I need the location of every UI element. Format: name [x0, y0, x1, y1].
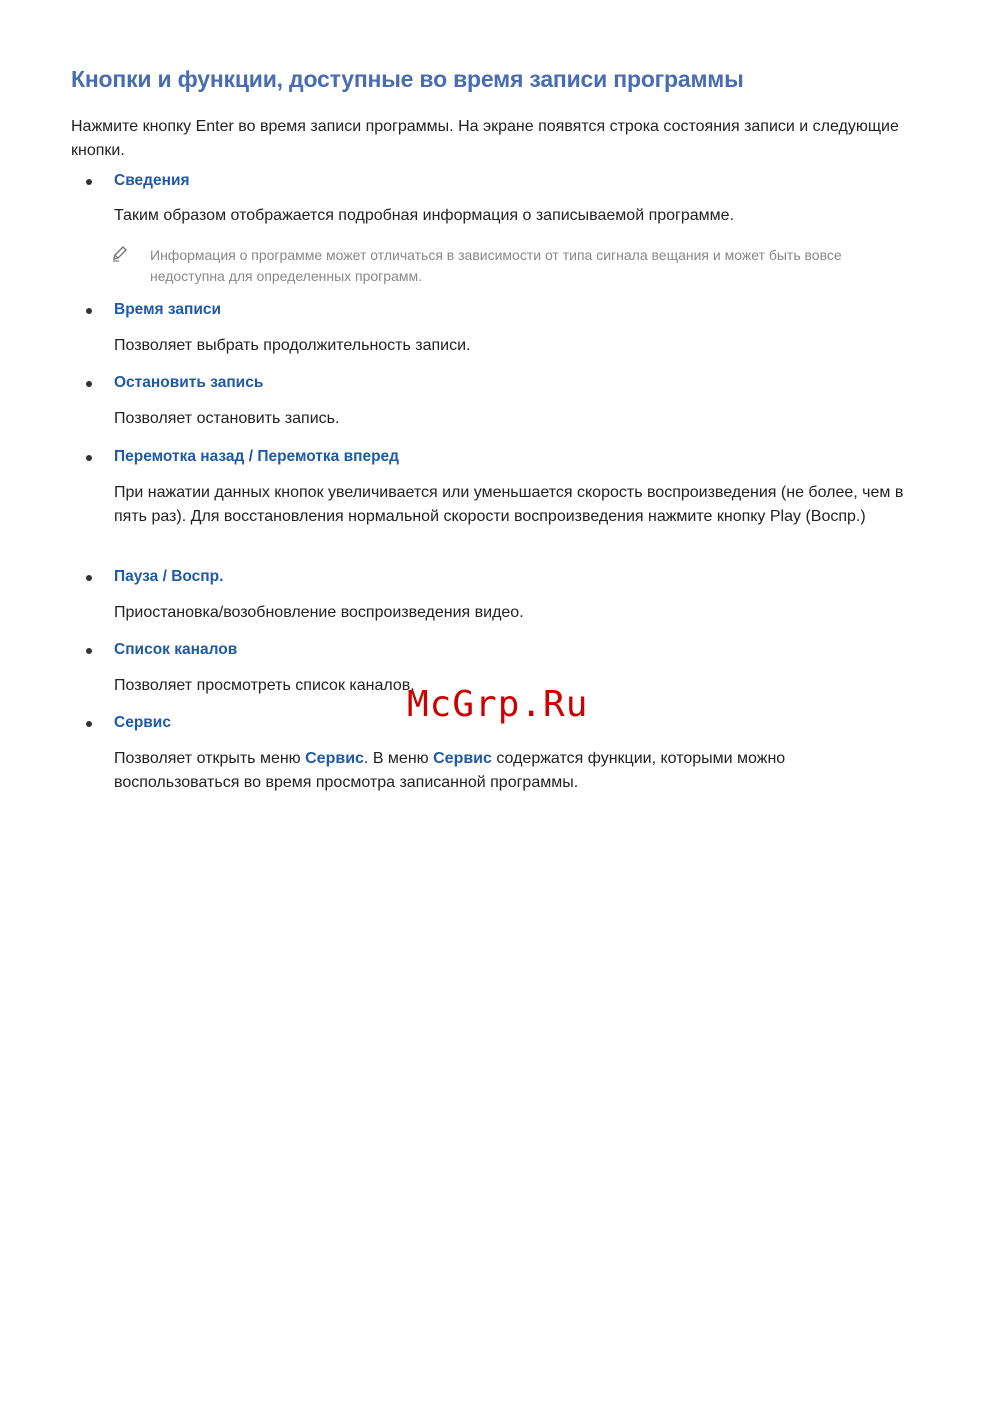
pencil-icon	[111, 244, 129, 262]
item-description-pause-play: Приостановка/возобновление воспроизведения видео.	[114, 604, 524, 621]
text-segment: Позволяет открыть меню	[114, 750, 306, 767]
item-label-stop-record: Остановить запись	[114, 374, 264, 391]
item-description-info: Таким образом отображается подробная информация о записываемой программе.	[114, 207, 735, 224]
page-title: Кнопки и функции, доступные во время записи программы	[71, 66, 744, 92]
tools-menu-reference: Сервис	[305, 750, 364, 767]
bullet-icon	[86, 575, 92, 581]
bullet-icon	[86, 648, 92, 654]
item-description-tools	[114, 747, 874, 795]
item-description-stop-record: Позволяет остановить запись.	[114, 410, 340, 427]
bullet-icon	[86, 455, 92, 461]
intro-paragraph: Нажмите кнопку Enter во время записи программы. На экране появятся строка состояния записи и следующие кнопки.	[71, 118, 899, 159]
tools-menu-reference: Сервис	[433, 750, 492, 767]
watermark: McGrp.Ru	[407, 684, 589, 725]
text-segment: содержатся функции, которыми можно воспользоваться во время просмотра записанной программы.	[114, 750, 786, 791]
item-label-channel-list: Список каналов	[114, 641, 238, 658]
bullet-icon	[86, 179, 92, 185]
item-label-record-time: Время записи	[114, 301, 222, 318]
bullet-icon	[86, 381, 92, 387]
item-label-pause-play: Пауза / Воспр.	[114, 568, 224, 585]
item-description-rewind-forward: При нажатии данных кнопок увеличивается или уменьшается скорость воспроизведения (не более, чем в пять раз). Для восстановления нормальной скорости воспроизведения нажмите кнопку Play (Воспр.)	[114, 484, 904, 525]
item-note-info: Информация о программе может отличаться в зависимости от типа сигнала вещания и может быть вовсе недоступна для определенных программ.	[150, 247, 842, 284]
text-segment: . В меню	[363, 750, 434, 767]
bullet-icon	[86, 308, 92, 314]
item-label-tools: Сервис	[114, 714, 171, 731]
item-label-info: Сведения	[114, 172, 190, 189]
bullet-icon	[86, 721, 92, 727]
item-label-rewind-forward: Перемотка назад / Перемотка вперед	[114, 448, 400, 465]
item-description-record-time: Позволяет выбрать продолжительность записи.	[114, 337, 471, 354]
item-description-channel-list: Позволяет просмотреть список каналов.	[114, 677, 415, 694]
